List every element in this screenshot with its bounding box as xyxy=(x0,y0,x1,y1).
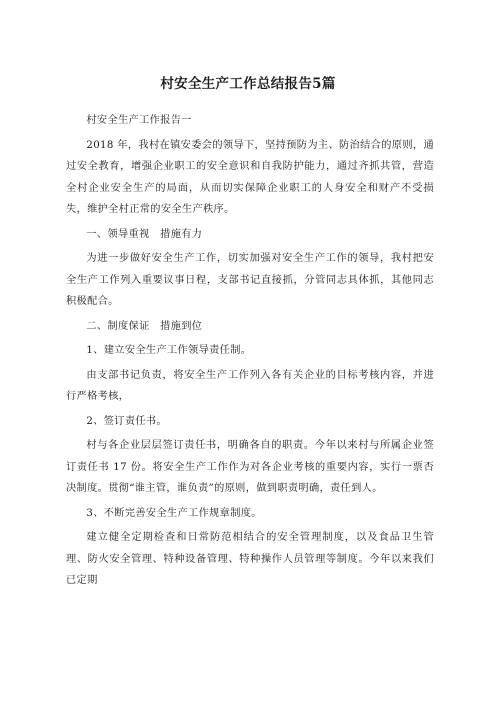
paragraph-agreement: 村与各企业层层签订责任书，明确各自的职责。今年以来村与所属企业签订责任书 17 份。将安全生产工作作为对各企业考核的重要内容，实行一票否决制度。贯彻“谁主管，谁负责”的原则，做到职责明确，责任到人。 xyxy=(66,440,434,494)
paragraph-responsibility: 由支部书记负责，将安全生产工作列入各有关企业的目标考核内容，并进行严格考核， xyxy=(66,369,434,402)
item-heading-agreement: 2、签订责任书。 xyxy=(86,415,167,427)
paragraph-rules: 建立健全定期检查和日常防范相结合的安全管理制度，以及食品卫生管理、防火安全管理、特种设备管理、特种操作人员管理等制度。今年以来我们已定期 xyxy=(66,532,434,586)
section-heading-system: 二、制度保证 措施到位 xyxy=(86,320,203,332)
section-heading-leadership: 一、领导重视 措施有力 xyxy=(86,228,203,240)
paragraph-leadership: 为进一步做好安全生产工作，切实加强对安全生产工作的领导，我村把安全生产工作列入重要议事日程，支部书记直接抓，分管同志具体抓，其他同志积极配合。 xyxy=(66,253,434,307)
document-body xyxy=(66,110,434,592)
item-heading-rules: 3、不断完善安全生产工作规章制度。 xyxy=(86,507,262,519)
document-title: 村安全生产工作总结报告5篇 xyxy=(160,76,336,92)
paragraph-report-heading: 村安全生产工作报告一 xyxy=(86,115,192,126)
paragraph-intro: 2018 年，我村在镇安委会的领导下，坚持预防为主、防治结合的原则，通过安全教育，增强企业职工的安全意识和自我防护能力，通过齐抓共管，营造全村企业安全生产的局面，从而切实保障企业职工的人身安全和财产不受损失，维护全村正常的安全生产秩序。 xyxy=(66,139,434,215)
item-heading-responsibility: 1、建立安全生产工作领导责任制。 xyxy=(86,345,252,356)
